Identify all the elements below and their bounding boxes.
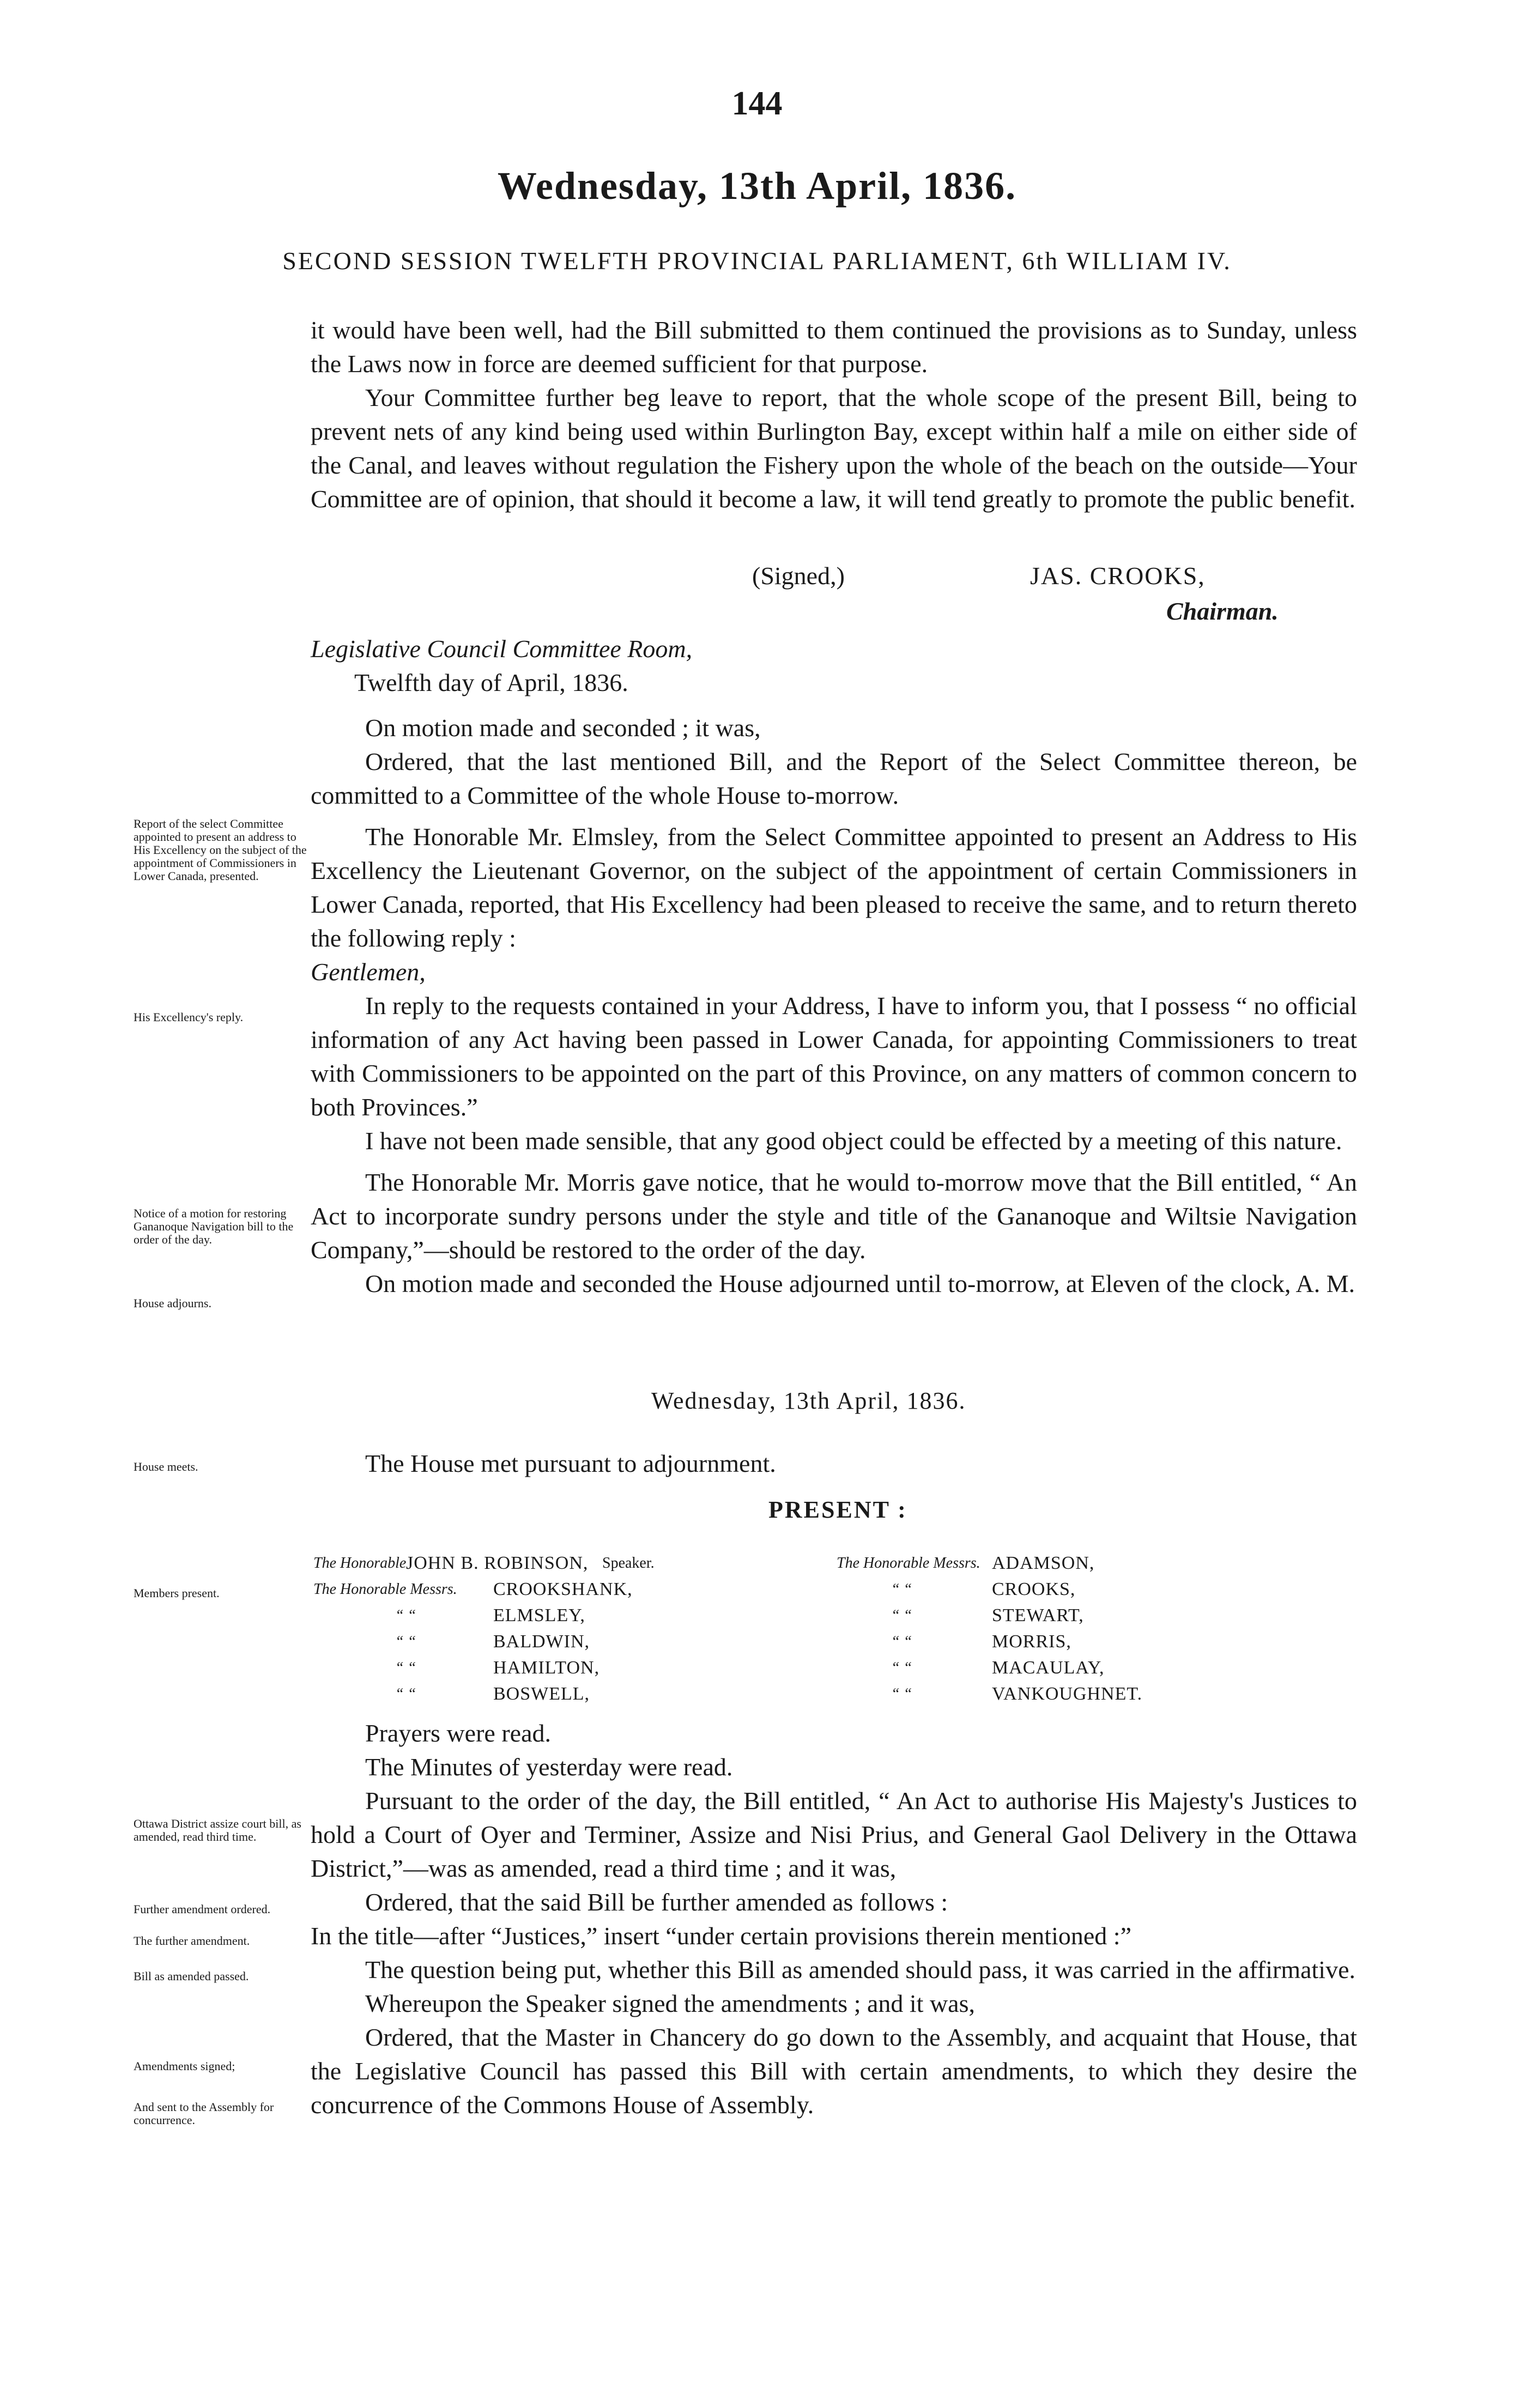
margin-note-members-present: Members present. xyxy=(134,1586,220,1600)
member-prefix: “ “ xyxy=(395,1685,416,1702)
margin-note-excellency-reply: His Excellency's reply. xyxy=(134,1010,244,1024)
margin-note-sent-to-assembly: And sent to the Assembly for concurrence. xyxy=(134,2100,274,2127)
proceedings-text xyxy=(311,711,1357,1301)
place-and-date xyxy=(311,632,692,700)
closing-paragraph-3: Pursuant to the order of the day, the Bill entitled, “ An Act to authorise His Majesty's Justices to hold a Court of Oyer and Terminer, Assize and Nisi Prius, and General Gaol Delivery in the Ottawa District,”—was as amended, read a third time ; and it was, xyxy=(311,1787,1357,1882)
member-prefix: “ “ xyxy=(395,1607,416,1624)
member-prefix: “ “ xyxy=(395,1633,416,1650)
proceedings-paragraph-6: The Honorable Mr. Morris gave notice, that he would to-morrow move that the Bill entitled, “ An Act to incorporate sundry persons under the style and title of the Gananoque and Wiltsie Navigation Company,”—should be restored to the order of the day. xyxy=(311,1168,1357,1264)
member-prefix: “ “ xyxy=(395,1659,416,1676)
member-name: JOHN B. ROBINSON, xyxy=(406,1553,589,1573)
member-name: VANKOUGHNET. xyxy=(992,1684,1143,1704)
report-text xyxy=(311,313,1357,516)
member-name: HAMILTON, xyxy=(493,1658,600,1678)
proceedings-paragraph-2: Ordered, that the last mentioned Bill, and the Report of the Select Committee thereon, be committed to a Committee of the whole House to-morrow. xyxy=(311,748,1357,809)
member-prefix: “ “ xyxy=(891,1633,912,1650)
margin-note-house-meets: House meets. xyxy=(134,1460,198,1473)
member-prefix: “ “ xyxy=(891,1659,912,1676)
page-number: 144 xyxy=(731,85,783,122)
committee-room: Legislative Council Committee Room, xyxy=(311,635,693,663)
margin-note-bill-passed: Bill as amended passed. xyxy=(134,1969,249,1983)
member-prefix: “ “ xyxy=(891,1685,912,1702)
proceedings-paragraph-4: In reply to the requests contained in your Address, I have to inform you, that I possess “ no official information of any Act having been passed in Lower Canada, for appointing Commissioners to treat with Commissioners to be appointed on the part of this Province, on any matters of common concern to both Provinces.” xyxy=(311,992,1357,1121)
house-met: The House met pursuant to adjournment. xyxy=(365,1449,776,1477)
member-name: BOSWELL, xyxy=(493,1684,590,1704)
member-prefix: The Honorable Messrs. xyxy=(313,1581,457,1598)
member-name: CROOKSHANK, xyxy=(493,1579,633,1599)
page-date-title: Wednesday, 13th April, 1836. xyxy=(497,164,1017,208)
signed-label: (Signed,) xyxy=(752,562,845,590)
proceedings-paragraph-7: On motion made and seconded the House adjourned until to-morrow, at Eleven of the clock, A. M. xyxy=(365,1270,1355,1297)
proceedings-paragraph-3: The Honorable Mr. Elmsley, from the Select Committee appointed to present an Address to His Excellency the Lieutenant Governor, on the subject of the appointment of certain Commissioners in Lower Canada, reported, that His Excellency had been pleased to receive the same, and to return thereto the following reply : xyxy=(311,823,1357,952)
closing-paragraph-2: The Minutes of yesterday were read. xyxy=(365,1753,733,1781)
member-name: ADAMSON, xyxy=(992,1553,1095,1573)
margin-note-the-amendment: The further amendment. xyxy=(134,1934,250,1948)
member-prefix: “ “ xyxy=(891,1581,912,1598)
member-prefix: “ “ xyxy=(891,1607,912,1624)
proceedings-paragraph-5: I have not been made sensible, that any good object could be effected by a meeting of this nature. xyxy=(365,1127,1342,1155)
member-suffix: Speaker. xyxy=(602,1555,655,1572)
closing-paragraph-1: Prayers were read. xyxy=(365,1719,551,1747)
margin-note-ottawa-bill: Ottawa District assize court bill, as amended, read third time. xyxy=(134,1817,301,1843)
closing-paragraph-5: In the title—after “Justices,” insert “under certain provisions therein mentioned :” xyxy=(311,1922,1131,1950)
member-name: BALDWIN, xyxy=(493,1631,590,1652)
member-name: CROOKS, xyxy=(992,1579,1076,1599)
closing-paragraph-8: Ordered, that the Master in Chancery do go down to the Assembly, and acquaint that House, that the Legislative Council has passed this Bill with certain amendments, to which they desire the concurrence of the Commons House of Assembly. xyxy=(311,2023,1357,2119)
member-name: ELMSLEY, xyxy=(493,1605,585,1625)
margin-note-report-address: Report of the select Committee appointed to present an address to His Excellency on the subject of the appointment of Commissioners in Lower Canada, presented. xyxy=(134,817,307,883)
margin-note-amendments-signed: Amendments signed; xyxy=(134,2059,235,2073)
session-title: SECOND SESSION TWELFTH PROVINCIAL PARLIAMENT, 6th WILLIAM IV. xyxy=(282,247,1232,275)
member-prefix: The Honorable xyxy=(313,1555,407,1572)
member-prefix: The Honorable Messrs. xyxy=(837,1555,980,1572)
margin-note-notice-motion: Notice of a motion for restoring Gananoque Navigation bill to the order of the day. xyxy=(134,1206,294,1246)
member-name: MACAULAY, xyxy=(992,1658,1105,1678)
member-name: STEWART, xyxy=(992,1605,1084,1625)
day-heading: Wednesday, 13th April, 1836. xyxy=(651,1387,966,1414)
house-met-text xyxy=(311,1447,1357,1481)
margin-note-further-amendment: Further amendment ordered. xyxy=(134,1902,271,1916)
margin-note-house-adjourns: House adjourns. xyxy=(134,1296,211,1310)
present-heading: PRESENT : xyxy=(768,1496,907,1523)
signer-title: Chairman. xyxy=(1166,597,1279,625)
closing-text xyxy=(311,1716,1357,2122)
closing-paragraph-4: Ordered, that the said Bill be further amended as follows : xyxy=(365,1888,948,1916)
reply-salutation: Gentlemen, xyxy=(311,958,426,986)
proceedings-paragraph-1: On motion made and seconded ; it was, xyxy=(365,714,761,742)
member-name: MORRIS, xyxy=(992,1631,1071,1652)
report-paragraph-1: it would have been well, had the Bill submitted to them continued the provisions as to Sunday, unless the Laws now in force are deemed sufficient for that purpose. xyxy=(311,316,1357,378)
signer-name: JAS. CROOKS, xyxy=(1030,562,1206,590)
closing-paragraph-6: The question being put, whether this Bill as amended should pass, it was carried in the affirmative. xyxy=(365,1956,1355,1984)
report-date: Twelfth day of April, 1836. xyxy=(354,669,628,696)
closing-paragraph-7: Whereupon the Speaker signed the amendments ; and it was, xyxy=(365,1990,976,2017)
report-paragraph-2: Your Committee further beg leave to report, that the whole scope of the present Bill, being to prevent nets of any kind being used within Burlington Bay, except within half a mile on either side of the Canal, and leaves without regulation the Fishery upon the whole of the beach on the outside—Your Committee are of opinion, that should it become a law, it will tend greatly to promote the public benefit. xyxy=(311,384,1357,513)
